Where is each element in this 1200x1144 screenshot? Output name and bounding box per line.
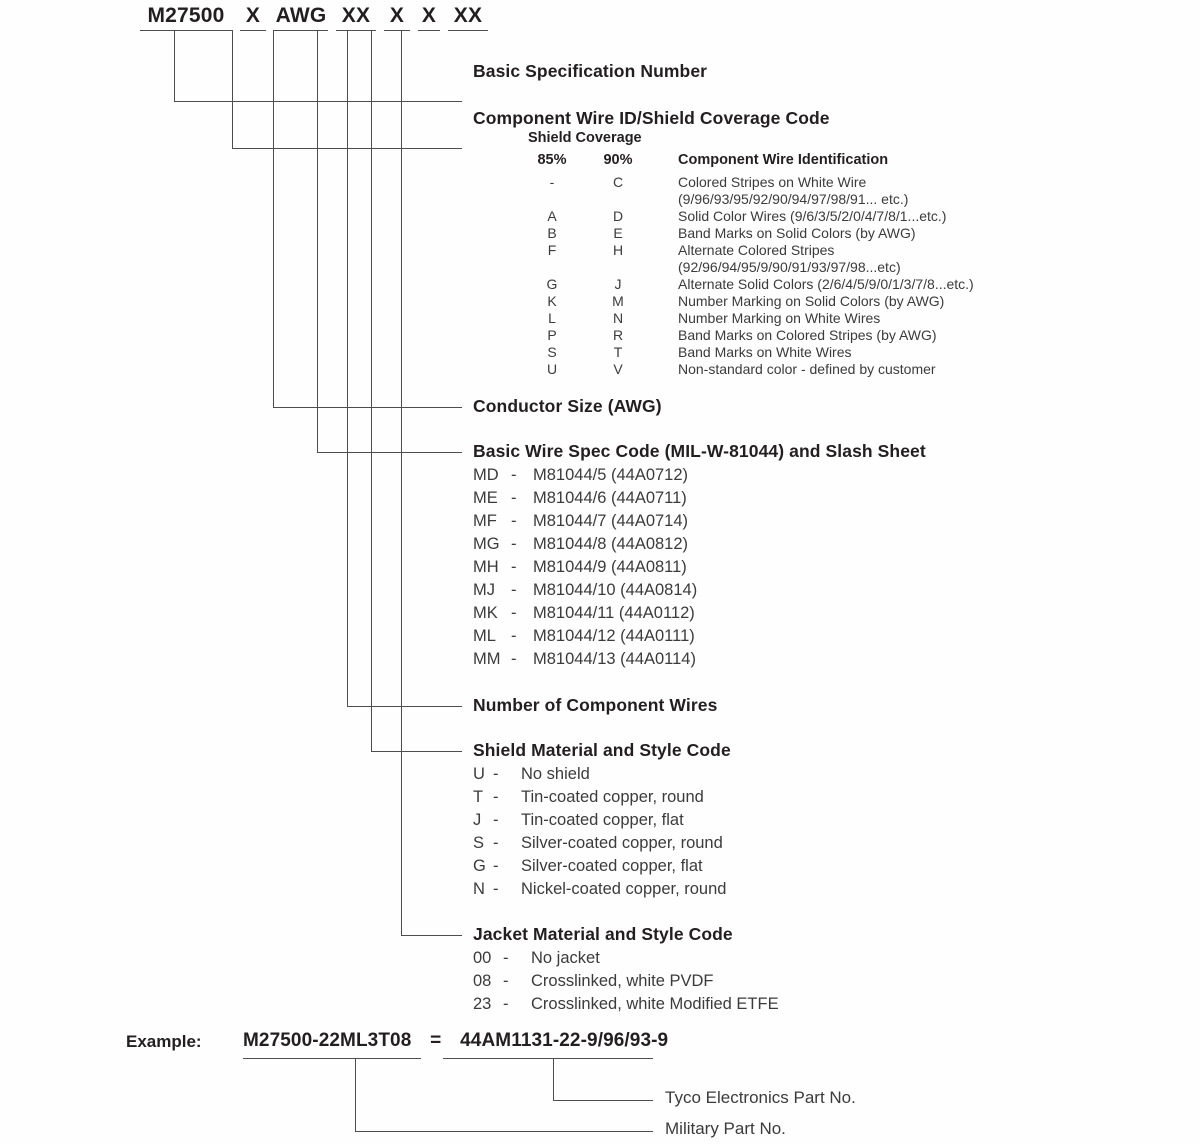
leader-run-basic-wire-spec — [317, 452, 462, 453]
wire-spec-dash: - — [511, 627, 517, 645]
leader-trunk-military-part — [355, 1058, 356, 1131]
wire-spec-value: M81044/13 (44A0114) — [533, 650, 696, 668]
shield-material-code: N — [473, 880, 485, 898]
example-military-part: M27500-22ML3T08 — [243, 1030, 412, 1051]
example-tyco-part: 44AM1131-22-9/96/93-9 — [460, 1030, 669, 1051]
example-equals-sign: = — [430, 1030, 442, 1051]
example-label: Example: — [126, 1032, 202, 1051]
shield-code-90-1: D — [612, 208, 624, 224]
shield-desc-7: Band Marks on Colored Stripes (by AWG) — [678, 327, 937, 343]
leader-run-component-wire-id — [232, 148, 462, 149]
wire-spec-code: MJ — [473, 581, 495, 599]
shield-material-value: Nickel-coated copper, round — [521, 880, 727, 898]
wire-spec-code: MH — [473, 558, 499, 576]
wire-spec-dash: - — [511, 489, 517, 507]
shield-material-code: S — [473, 834, 485, 852]
shield-desc-2: Band Marks on Solid Colors (by AWG) — [678, 225, 916, 241]
heading-basic-specification-number: Basic Specification Number — [473, 61, 708, 81]
wire-spec-dash: - — [511, 604, 517, 622]
shield-code-85-1: A — [547, 208, 557, 224]
code-underline-0 — [140, 30, 232, 31]
wire-spec-value: M81044/5 (44A0712) — [533, 466, 689, 484]
leader-run-military-part — [355, 1131, 653, 1132]
heading-basic-wire-spec: Basic Wire Spec Code (MIL-W-81044) and Slash Sheet — [473, 441, 926, 461]
shield-code-85-8: S — [547, 344, 557, 360]
underline-military-part — [243, 1058, 421, 1059]
wire-spec-code: MF — [473, 512, 497, 530]
leader-trunk-conductor-size — [273, 30, 274, 407]
jacket-material-row — [473, 995, 779, 1014]
wire-spec-dash: - — [511, 466, 517, 484]
shield-material-row — [473, 765, 590, 784]
wire-spec-code: ME — [473, 489, 498, 507]
wire-spec-row — [473, 466, 688, 485]
jacket-material-code: 08 — [473, 972, 492, 990]
wire-spec-row — [473, 650, 696, 669]
shield-material-code: G — [473, 857, 486, 875]
code-underline-5 — [418, 30, 440, 31]
wire-spec-row — [473, 535, 688, 554]
heading-number-of-component-wires: Number of Component Wires — [473, 695, 718, 715]
shield-code-85-9: U — [546, 361, 558, 377]
shield-desc-cont-3: (92/96/94/95/9/90/91/93/97/98...etc) — [678, 259, 901, 275]
shield-material-dash: - — [493, 788, 499, 806]
shield-material-dash: - — [493, 765, 499, 783]
shield-code-90-2: E — [613, 225, 623, 241]
shield-material-row — [473, 834, 723, 853]
shield-desc-9: Non-standard color - defined by customer — [678, 361, 936, 377]
shield-desc-cont-0: (9/96/93/95/92/90/94/97/98/91... etc.) — [678, 191, 909, 207]
code-segment-6: XX — [453, 4, 483, 27]
leader-run-basic-spec — [174, 101, 462, 102]
leader-run-conductor-size — [273, 407, 462, 408]
code-segment-3: XX — [341, 4, 371, 27]
jacket-material-value: Crosslinked, white Modified ETFE — [531, 995, 779, 1013]
shield-code-90-8: T — [613, 344, 623, 360]
wire-spec-dash: - — [511, 650, 517, 668]
jacket-material-dash: - — [503, 949, 509, 967]
jacket-material-code: 00 — [473, 949, 492, 967]
leader-trunk-shield-material — [371, 30, 372, 751]
wire-spec-value: M81044/9 (44A0811) — [533, 558, 687, 576]
heading-shield-material: Shield Material and Style Code — [473, 740, 731, 760]
shield-code-90-4: J — [614, 276, 622, 292]
shield-material-code: J — [473, 811, 482, 829]
shield-desc-4: Alternate Solid Colors (2/6/4/5/9/0/1/3/7/8...etc.) — [678, 276, 974, 292]
example-part-number — [243, 1030, 668, 1052]
part-number-code-string — [140, 4, 496, 28]
code-segment-2: AWG — [275, 4, 327, 27]
shield-coverage-col-desc: Component Wire Identification — [678, 152, 889, 168]
code-segment-4: X — [389, 4, 405, 27]
shield-material-value: Silver-coated copper, round — [521, 834, 723, 852]
wire-spec-row — [473, 512, 688, 531]
shield-material-code: T — [473, 788, 484, 806]
shield-code-85-7: P — [547, 327, 557, 343]
shield-desc-1: Solid Color Wires (9/6/3/5/2/0/4/7/8/1...etc.) — [678, 208, 947, 224]
wire-spec-value: M81044/12 (44A0111) — [533, 627, 695, 645]
shield-code-90-0: C — [612, 174, 624, 190]
shield-material-dash: - — [493, 811, 499, 829]
leader-trunk-component-wire-id — [232, 30, 233, 148]
jacket-material-dash: - — [503, 995, 509, 1013]
leader-trunk-tyco-part — [553, 1058, 554, 1100]
wire-spec-dash: - — [511, 512, 517, 530]
wire-spec-row — [473, 627, 695, 646]
shield-material-value: Silver-coated copper, flat — [521, 857, 703, 875]
code-underline-2 — [274, 30, 328, 31]
code-underline-1 — [240, 30, 266, 31]
leader-run-jacket-material — [401, 935, 462, 936]
shield-code-90-6: N — [612, 310, 624, 326]
leader-trunk-jacket-material — [401, 30, 402, 935]
shield-desc-6: Number Marking on White Wires — [678, 310, 881, 326]
jacket-material-value: No jacket — [531, 949, 600, 967]
jacket-material-row — [473, 949, 600, 968]
shield-code-90-9: V — [613, 361, 623, 377]
jacket-material-dash: - — [503, 972, 509, 990]
wire-spec-code: ML — [473, 627, 496, 645]
shield-code-85-2: B — [547, 225, 557, 241]
shield-code-85-4: G — [546, 276, 558, 292]
wire-spec-dash: - — [511, 581, 517, 599]
shield-material-row — [473, 857, 703, 876]
wire-spec-code: MD — [473, 466, 499, 484]
shield-code-85-6: L — [548, 310, 556, 326]
shield-material-row — [473, 880, 726, 899]
shield-code-90-5: M — [612, 293, 624, 309]
shield-desc-5: Number Marking on Solid Colors (by AWG) — [678, 293, 945, 309]
wire-spec-code: MM — [473, 650, 501, 668]
shield-material-value: No shield — [521, 765, 590, 783]
code-underline-3 — [336, 30, 376, 31]
wire-spec-row — [473, 558, 687, 577]
wire-spec-dash: - — [511, 535, 517, 553]
heading-conductor-size: Conductor Size (AWG) — [473, 396, 662, 416]
wire-spec-code: MK — [473, 604, 498, 622]
shield-material-value: Tin-coated copper, round — [521, 788, 704, 806]
shield-coverage-col-85: 85% — [537, 152, 567, 168]
wire-spec-dash: - — [511, 558, 517, 576]
underline-tyco-part — [443, 1058, 653, 1059]
shield-code-85-5: K — [547, 293, 557, 309]
heading-component-wire-id: Component Wire ID/Shield Coverage Code — [473, 108, 830, 128]
shield-material-row — [473, 788, 704, 807]
shield-code-90-7: R — [612, 327, 624, 343]
wire-spec-code: MG — [473, 535, 500, 553]
jacket-material-row — [473, 972, 713, 991]
code-underline-6 — [448, 30, 488, 31]
shield-material-code: U — [473, 765, 485, 783]
wire-spec-value: M81044/6 (44A0711) — [533, 489, 687, 507]
leader-run-shield-material — [371, 751, 462, 752]
wire-spec-value: M81044/11 (44A0112) — [533, 604, 695, 622]
leader-trunk-basic-wire-spec — [317, 30, 318, 452]
wire-spec-row — [473, 604, 695, 623]
shield-code-90-3: H — [612, 242, 624, 258]
shield-material-row — [473, 811, 684, 830]
code-segment-5: X — [421, 4, 437, 27]
leader-run-number-of-wires — [347, 706, 462, 707]
leader-run-tyco-part — [553, 1100, 653, 1101]
shield-desc-0: Colored Stripes on White Wire — [678, 174, 867, 190]
heading-jacket-material: Jacket Material and Style Code — [473, 924, 733, 944]
shield-desc-8: Band Marks on White Wires — [678, 344, 852, 360]
shield-material-dash: - — [493, 880, 499, 898]
leader-trunk-basic-spec — [174, 30, 175, 101]
wire-spec-row — [473, 489, 687, 508]
code-segment-1: X — [245, 4, 261, 27]
shield-material-dash: - — [493, 857, 499, 875]
wire-spec-value: M81044/7 (44A0714) — [533, 512, 689, 530]
note-military-part-no: Military Part No. — [665, 1119, 786, 1138]
jacket-material-code: 23 — [473, 995, 492, 1013]
shield-coverage-group-header: Shield Coverage — [528, 130, 642, 146]
wire-spec-value: M81044/10 (44A0814) — [533, 581, 698, 599]
shield-code-85-3: F — [547, 242, 557, 258]
shield-code-85-0: - — [549, 174, 555, 190]
shield-desc-3: Alternate Colored Stripes — [678, 242, 835, 258]
jacket-material-value: Crosslinked, white PVDF — [531, 972, 714, 990]
wire-spec-value: M81044/8 (44A0812) — [533, 535, 689, 553]
code-underline-4 — [384, 30, 410, 31]
code-segment-0: M27500 — [147, 4, 225, 27]
note-tyco-part-no: Tyco Electronics Part No. — [665, 1088, 856, 1107]
shield-material-dash: - — [493, 834, 499, 852]
wire-spec-row — [473, 581, 697, 600]
leader-trunk-number-of-wires — [347, 30, 348, 706]
shield-material-value: Tin-coated copper, flat — [521, 811, 684, 829]
shield-coverage-col-90: 90% — [603, 152, 633, 168]
